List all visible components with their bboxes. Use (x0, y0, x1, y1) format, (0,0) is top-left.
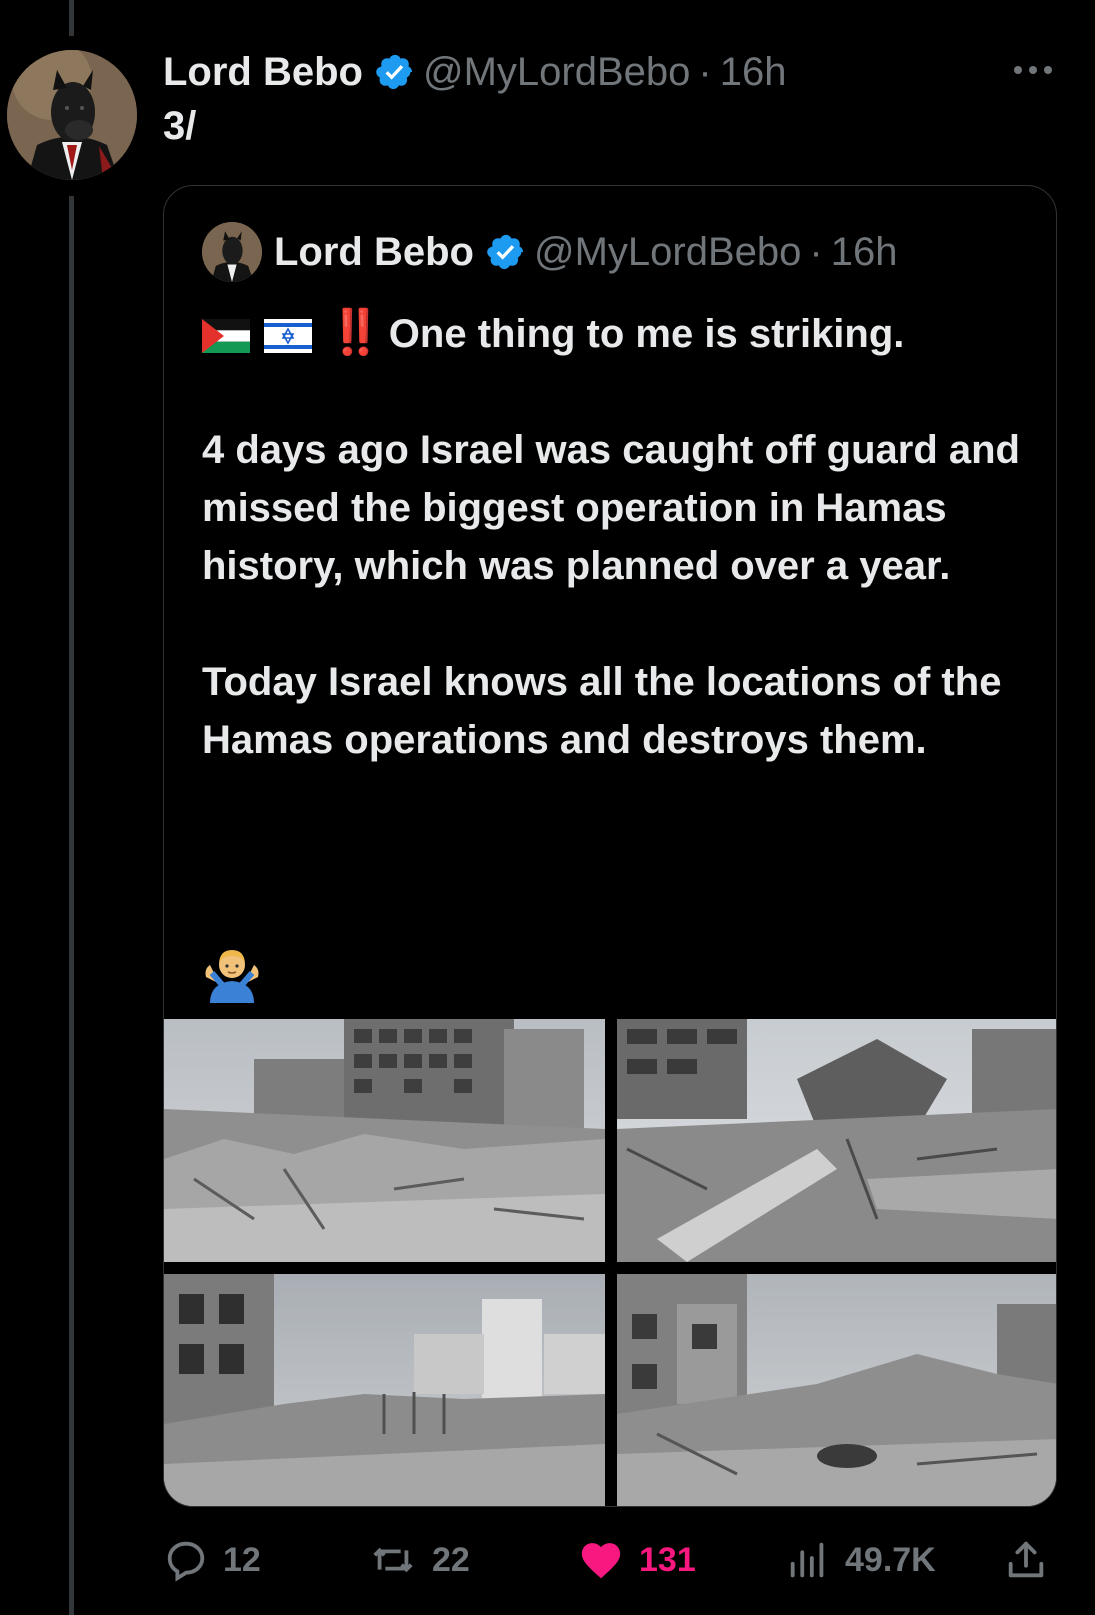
share-icon (1003, 1537, 1049, 1583)
quote-paragraph-2: 4 days ago Israel was caught off guard and missed the biggest operation in Hamas history, which was planned over a year. (202, 428, 1020, 588)
reply-button[interactable] (163, 1535, 261, 1585)
double-exclamation-icon: ‼️ (328, 308, 377, 357)
quote-header (202, 222, 897, 282)
quote-avatar (202, 222, 262, 282)
rubble-photo-2[interactable] (617, 1019, 1057, 1262)
like-count: 131 (639, 1540, 696, 1579)
avatar[interactable] (7, 50, 137, 180)
more-options-button[interactable] (1008, 50, 1058, 90)
thread-line-top (69, 0, 74, 36)
repost-count: 22 (432, 1540, 470, 1579)
ellipsis-icon (1008, 50, 1058, 90)
views-button[interactable] (785, 1535, 936, 1585)
reply-count: 12 (223, 1540, 261, 1579)
rubble-photo-1[interactable] (164, 1019, 605, 1262)
tweet-header (163, 42, 786, 102)
quote-author-handle: @MyLordBebo (533, 229, 802, 274)
quote-author-name: Lord Bebo (274, 229, 474, 274)
rubble-photo-3[interactable] (164, 1274, 605, 1507)
media-grid (164, 1019, 1057, 1507)
quote-text (202, 304, 1022, 769)
palestine-flag-icon (202, 319, 250, 353)
quoted-tweet[interactable] (163, 185, 1057, 1507)
shrug-emoji-icon (202, 943, 262, 1003)
timestamp[interactable]: 16h (719, 49, 787, 94)
share-button[interactable] (1003, 1535, 1049, 1585)
repost-icon (368, 1537, 418, 1583)
reply-icon (163, 1537, 209, 1583)
verified-badge-icon (486, 232, 526, 272)
views-count: 49.7K (845, 1540, 936, 1579)
repost-button[interactable] (368, 1535, 470, 1585)
israel-flag-icon (264, 319, 312, 353)
separator-dot: · (809, 229, 823, 274)
thread-line (69, 196, 74, 1615)
author-name[interactable]: Lord Bebo (163, 49, 363, 94)
like-button[interactable] (577, 1535, 696, 1585)
quote-paragraph-3: Today Israel knows all the locations of the Hamas operations and destroys them. (202, 660, 1002, 762)
rubble-photo-4[interactable] (617, 1274, 1057, 1507)
tweet-text: 3/ (163, 104, 197, 148)
quote-line-1: One thing to me is striking. (388, 312, 905, 356)
views-chart-icon (785, 1537, 831, 1583)
verified-badge-icon (375, 52, 415, 92)
heart-filled-icon (577, 1537, 625, 1583)
separator-dot: · (698, 49, 712, 94)
action-bar (163, 1535, 1063, 1585)
author-handle[interactable]: @MyLordBebo (422, 49, 691, 94)
quote-timestamp: 16h (830, 229, 898, 274)
